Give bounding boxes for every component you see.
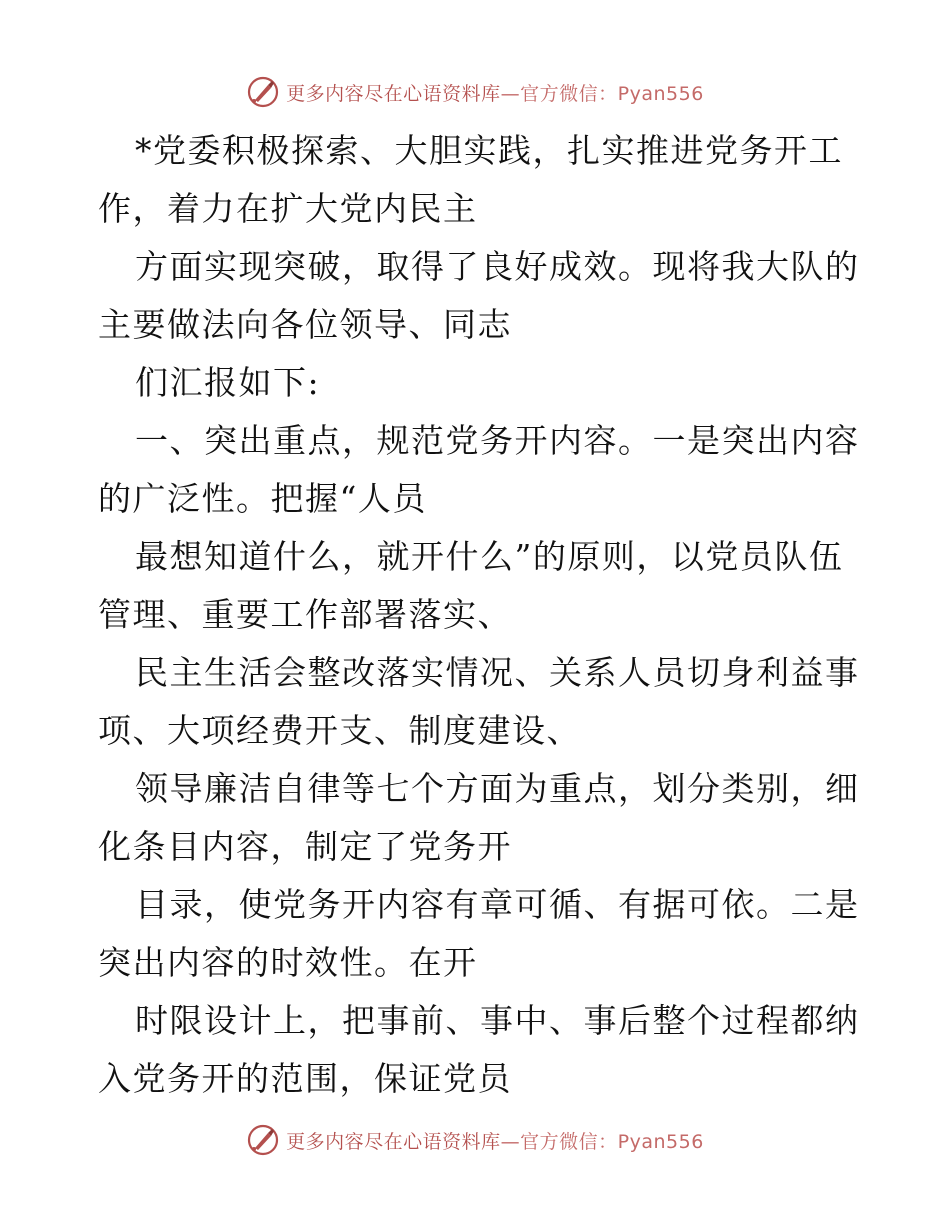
paragraph-line: 作，着力在扩大党内民主 [98,189,478,228]
paragraph-line: 的广泛性。把握“人员 [98,479,427,518]
paragraph-line: 一、突出重点，规范党务开内容。一是突出内容 [135,421,860,460]
header-banner-text: 更多内容尽在心语资料库—官方微信：Pyan556 [286,82,704,105]
paragraph-line: 目录，使党务开内容有章可循、有据可依。二是 [135,885,860,924]
paragraph-line: 领导廉洁自律等七个方面为重点，划分类别，细 [135,769,860,808]
footer-banner-text: 更多内容尽在心语资料库—官方微信：Pyan556 [286,1130,704,1153]
paragraph-line: 方面实现突破，取得了良好成效。现将我大队的 [135,247,860,286]
paragraph-line: 民主生活会整改落实情况、关系人员切身利益事 [135,653,860,692]
paragraph-line: 入党务开的范围，保证党员 [98,1059,512,1098]
paragraph-line: 们汇报如下: [135,363,321,402]
pen-logo-icon [246,75,280,109]
paragraph-line: *党委积极探索、大胆实践，扎实推进党务开工 [135,131,843,170]
footer-banner [0,1120,950,1160]
document-body [98,122,858,1108]
paragraph-line: 主要做法向各位领导、同志 [98,305,512,344]
pen-logo-icon [246,1123,280,1157]
paragraph-line: 管理、重要工作部署落实、 [98,595,512,634]
header-banner [0,72,950,112]
paragraph-line: 项、大项经费开支、制度建设、 [98,711,581,750]
paragraph-line: 化条目内容，制定了党务开 [98,827,512,866]
paragraph-line: 时限设计上，把事前、事中、事后整个过程都纳 [135,1001,860,1040]
paragraph-line: 最想知道什么，就开什么”的原则，以党员队伍 [135,537,844,576]
paragraph-line: 突出内容的时效性。在开 [98,943,478,982]
